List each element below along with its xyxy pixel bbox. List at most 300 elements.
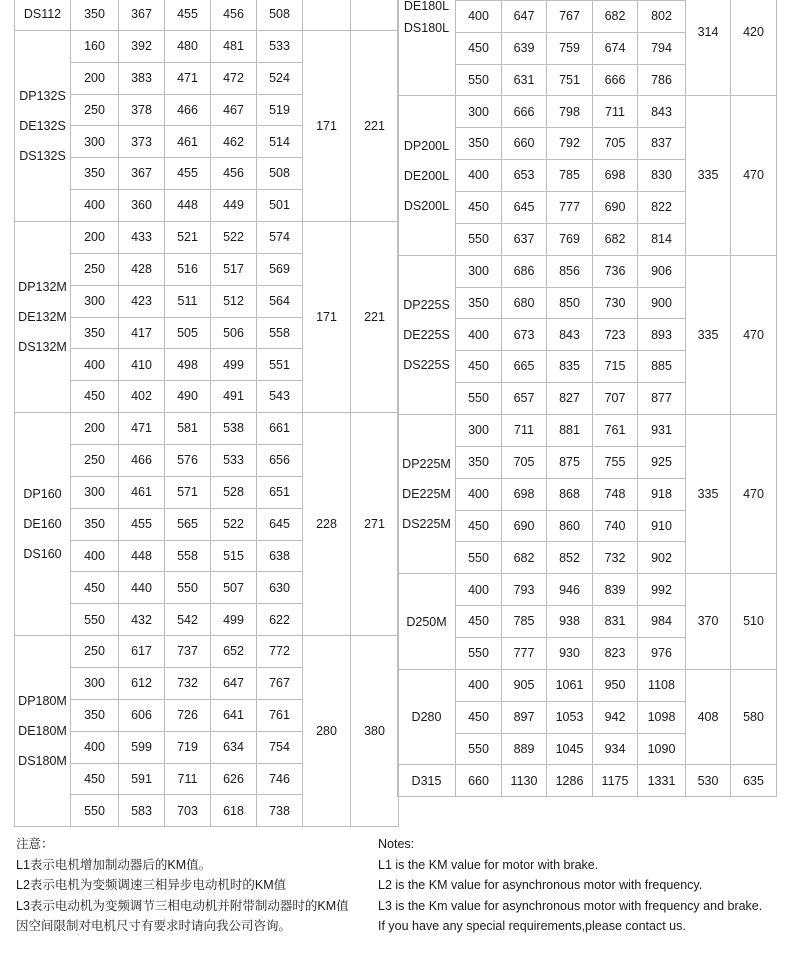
value-cell: 450	[456, 351, 502, 383]
value-cell: 400	[71, 731, 119, 763]
value-cell: 761	[257, 699, 303, 731]
value-cell: 300	[456, 96, 502, 128]
value-cell: 378	[119, 94, 165, 126]
model-name: DP132S	[19, 88, 66, 103]
value-cell: 730	[593, 287, 638, 319]
value-cell: 367	[119, 158, 165, 190]
value-cell: 350	[71, 0, 119, 30]
notes-cn-line: L3表示电动机为变频调节三相电动机并附带制动器时的KM值	[16, 898, 349, 913]
value-cell: 1045	[547, 733, 593, 765]
model-name: DS180M	[18, 754, 67, 769]
value-cell: 499	[211, 349, 257, 381]
model-name: DP160	[23, 487, 62, 502]
model-name: DS225M	[402, 517, 451, 532]
value-cell: 715	[593, 351, 638, 383]
value-cell: 798	[547, 96, 593, 128]
model-name: DE132M	[18, 310, 67, 325]
value-cell: 881	[547, 415, 593, 447]
group-value-a-cell: 370	[686, 574, 731, 670]
value-cell: 686	[502, 255, 547, 287]
value-cell: 200	[71, 222, 119, 254]
value-cell: 814	[638, 223, 686, 255]
model-cell	[398, 765, 456, 797]
value-cell: 456	[211, 158, 257, 190]
model-name: DS132S	[19, 148, 66, 163]
value-cell: 705	[502, 446, 547, 478]
value-cell: 472	[211, 62, 257, 94]
value-cell: 647	[211, 668, 257, 700]
value-cell: 581	[165, 413, 211, 445]
model-name: DE225S	[403, 327, 450, 342]
value-cell: 639	[502, 32, 547, 64]
value-cell: 772	[257, 636, 303, 668]
value-cell: 885	[638, 351, 686, 383]
model-name: D315	[411, 773, 442, 788]
value-cell: 550	[456, 733, 502, 765]
value-cell: 910	[638, 510, 686, 542]
value-cell: 711	[165, 763, 211, 795]
spec-table-left-body	[15, 0, 399, 827]
notes-cn-line: L2表示电机为变频调速三相异步电动机时的KM值	[16, 878, 287, 893]
value-cell: 516	[165, 253, 211, 285]
value-cell: 938	[547, 606, 593, 638]
value-cell: 740	[593, 510, 638, 542]
group-value-a-cell: 171	[303, 30, 351, 221]
notes-chinese	[16, 834, 349, 937]
value-cell: 515	[211, 540, 257, 572]
value-cell: 550	[456, 542, 502, 574]
value-cell: 450	[71, 572, 119, 604]
group-value-a-cell: 314	[686, 0, 731, 96]
value-cell: 455	[119, 508, 165, 540]
value-cell: 461	[119, 476, 165, 508]
spec-table-right-body	[398, 0, 777, 797]
group-value-a-cell: 408	[686, 669, 731, 765]
table-row	[15, 413, 399, 445]
notes-en-line: L3 is the Km value for asynchronous motor with frequency and brake.	[378, 898, 763, 913]
model-name: DP180M	[18, 694, 67, 709]
value-cell: 802	[638, 0, 686, 32]
value-cell: 1061	[547, 669, 593, 701]
model-name: DE180M	[18, 724, 67, 739]
value-cell: 660	[502, 128, 547, 160]
model-cell	[15, 0, 71, 30]
value-cell: 300	[71, 476, 119, 508]
value-cell: 571	[165, 476, 211, 508]
model-cell	[15, 222, 71, 413]
value-cell: 350	[456, 287, 502, 319]
value-cell: 480	[165, 30, 211, 62]
value-cell: 837	[638, 128, 686, 160]
value-cell: 533	[211, 445, 257, 477]
value-cell: 350	[71, 508, 119, 540]
value-cell: 606	[119, 699, 165, 731]
value-cell: 931	[638, 415, 686, 447]
model-name: DP225S	[403, 297, 450, 312]
model-name: DS200L	[403, 198, 450, 213]
table-row	[398, 415, 777, 447]
value-cell: 777	[502, 638, 547, 670]
value-cell: 448	[165, 190, 211, 222]
value-cell: 300	[456, 415, 502, 447]
value-cell: 641	[211, 699, 257, 731]
table-row	[15, 30, 399, 62]
value-cell: 524	[257, 62, 303, 94]
value-cell: 897	[502, 701, 547, 733]
value-cell: 400	[71, 190, 119, 222]
notes-en-line: If you have any special requirements,please contact us.	[378, 919, 686, 934]
value-cell: 918	[638, 478, 686, 510]
value-cell: 680	[502, 287, 547, 319]
value-cell: 528	[211, 476, 257, 508]
value-cell: 622	[257, 604, 303, 636]
value-cell: 738	[257, 795, 303, 827]
value-cell: 732	[165, 668, 211, 700]
value-cell: 550	[456, 638, 502, 670]
value-cell: 511	[165, 285, 211, 317]
notes-en-line: L2 is the KM value for asynchronous motor with frequency.	[378, 878, 703, 893]
value-cell: 599	[119, 731, 165, 763]
value-cell: 569	[257, 253, 303, 285]
value-cell: 719	[165, 731, 211, 763]
value-cell: 481	[211, 30, 257, 62]
value-cell: 690	[593, 192, 638, 224]
value-cell: 751	[547, 64, 593, 96]
value-cell: 746	[257, 763, 303, 795]
notes-cn-line: 因空间限制对电机尺寸有要求时请向我公司咨询。	[16, 919, 292, 934]
value-cell: 1175	[593, 765, 638, 797]
value-cell: 367	[119, 0, 165, 30]
value-cell: 512	[211, 285, 257, 317]
value-cell: 647	[502, 0, 547, 32]
group-value-b-cell	[351, 0, 399, 30]
value-cell: 852	[547, 542, 593, 574]
value-cell: 558	[165, 540, 211, 572]
value-cell: 1286	[547, 765, 593, 797]
value-cell: 794	[638, 32, 686, 64]
value-cell: 449	[211, 190, 257, 222]
value-cell: 711	[502, 415, 547, 447]
value-cell: 868	[547, 478, 593, 510]
model-name: DE200L	[403, 168, 450, 183]
group-value-b-cell: 271	[351, 413, 399, 636]
value-cell: 508	[257, 0, 303, 30]
value-cell: 856	[547, 255, 593, 287]
value-cell: 843	[638, 96, 686, 128]
group-value-b-cell: 580	[731, 669, 777, 765]
model-name: DP132M	[18, 280, 67, 295]
value-cell: 612	[119, 668, 165, 700]
value-cell: 550	[165, 572, 211, 604]
model-name: DE225M	[402, 487, 451, 502]
value-cell: 976	[638, 638, 686, 670]
value-cell: 630	[257, 572, 303, 604]
model-name: DS160	[23, 547, 62, 562]
value-cell: 462	[211, 126, 257, 158]
value-cell: 250	[71, 636, 119, 668]
value-cell: 736	[593, 255, 638, 287]
value-cell: 350	[456, 128, 502, 160]
value-cell: 682	[593, 223, 638, 255]
notes-en-heading: Notes:	[378, 837, 415, 851]
value-cell: 875	[547, 446, 593, 478]
value-cell: 626	[211, 763, 257, 795]
value-cell: 673	[502, 319, 547, 351]
value-cell: 925	[638, 446, 686, 478]
value-cell: 703	[165, 795, 211, 827]
value-cell: 877	[638, 383, 686, 415]
value-cell: 471	[165, 62, 211, 94]
value-cell: 300	[71, 126, 119, 158]
value-cell: 761	[593, 415, 638, 447]
value-cell: 538	[211, 413, 257, 445]
model-name: DE132S	[19, 118, 66, 133]
group-value-b-cell: 470	[731, 96, 777, 255]
value-cell: 831	[593, 606, 638, 638]
value-cell: 200	[71, 62, 119, 94]
value-cell: 732	[593, 542, 638, 574]
value-cell: 400	[456, 319, 502, 351]
table-row	[15, 0, 399, 30]
group-value-a-cell: 280	[303, 636, 351, 827]
value-cell: 550	[71, 604, 119, 636]
value-cell: 930	[547, 638, 593, 670]
value-cell: 942	[593, 701, 638, 733]
value-cell: 551	[257, 349, 303, 381]
value-cell: 250	[71, 445, 119, 477]
notes-english	[378, 834, 762, 937]
value-cell: 576	[165, 445, 211, 477]
value-cell: 682	[502, 542, 547, 574]
table-row	[15, 636, 399, 668]
value-cell: 682	[593, 0, 638, 32]
value-cell: 984	[638, 606, 686, 638]
value-cell: 507	[211, 572, 257, 604]
value-cell: 906	[638, 255, 686, 287]
value-cell: 777	[547, 192, 593, 224]
value-cell: 491	[211, 381, 257, 413]
notes-cn-heading: 注意：	[16, 837, 54, 851]
model-cell	[398, 255, 456, 414]
value-cell: 755	[593, 446, 638, 478]
value-cell: 1130	[502, 765, 547, 797]
value-cell: 522	[211, 222, 257, 254]
value-cell: 522	[211, 508, 257, 540]
notes-cn-line: L1表示电机增加制动器后的KM值。	[16, 857, 212, 872]
value-cell: 889	[502, 733, 547, 765]
model-name: DS180L	[403, 21, 450, 35]
model-cell	[398, 669, 456, 765]
table-row	[398, 96, 777, 128]
value-cell: 200	[71, 413, 119, 445]
value-cell: 543	[257, 381, 303, 413]
table-row	[15, 222, 399, 254]
model-cell	[15, 30, 71, 221]
value-cell: 550	[456, 383, 502, 415]
value-cell: 533	[257, 30, 303, 62]
value-cell: 900	[638, 287, 686, 319]
value-cell: 1053	[547, 701, 593, 733]
value-cell: 653	[502, 160, 547, 192]
value-cell: 822	[638, 192, 686, 224]
value-cell: 665	[502, 351, 547, 383]
value-cell: 651	[257, 476, 303, 508]
value-cell: 250	[71, 253, 119, 285]
value-cell: 661	[257, 413, 303, 445]
value-cell: 400	[456, 160, 502, 192]
value-cell: 564	[257, 285, 303, 317]
value-cell: 634	[211, 731, 257, 763]
value-cell: 350	[71, 317, 119, 349]
value-cell: 450	[456, 701, 502, 733]
group-value-b-cell: 635	[731, 765, 777, 797]
value-cell: 400	[71, 540, 119, 572]
value-cell: 400	[456, 574, 502, 606]
model-name: DS225S	[403, 357, 450, 372]
value-cell: 467	[211, 94, 257, 126]
value-cell: 617	[119, 636, 165, 668]
model-name: DP225M	[402, 457, 451, 472]
value-cell: 860	[547, 510, 593, 542]
value-cell: 471	[119, 413, 165, 445]
value-cell: 514	[257, 126, 303, 158]
value-cell: 1331	[638, 765, 686, 797]
value-cell: 373	[119, 126, 165, 158]
value-cell: 350	[71, 158, 119, 190]
value-cell: 402	[119, 381, 165, 413]
group-value-a-cell: 335	[686, 415, 731, 574]
value-cell: 1090	[638, 733, 686, 765]
group-value-a-cell: 171	[303, 222, 351, 413]
group-value-a-cell: 335	[686, 255, 731, 414]
value-cell: 432	[119, 604, 165, 636]
spec-table-left	[14, 0, 399, 827]
table-row	[398, 255, 777, 287]
model-name: DE160	[23, 517, 62, 532]
value-cell: 754	[257, 731, 303, 763]
model-cell	[398, 415, 456, 574]
group-value-a-cell: 530	[686, 765, 731, 797]
value-cell: 792	[547, 128, 593, 160]
value-cell: 501	[257, 190, 303, 222]
value-cell: 400	[71, 349, 119, 381]
value-cell: 461	[165, 126, 211, 158]
value-cell: 550	[71, 795, 119, 827]
value-cell: 839	[593, 574, 638, 606]
value-cell: 550	[456, 223, 502, 255]
value-cell: 893	[638, 319, 686, 351]
value-cell: 433	[119, 222, 165, 254]
value-cell: 550	[456, 64, 502, 96]
value-cell: 666	[593, 64, 638, 96]
value-cell: 498	[165, 349, 211, 381]
value-cell: 400	[456, 478, 502, 510]
value-cell: 759	[547, 32, 593, 64]
value-cell: 645	[502, 192, 547, 224]
value-cell: 490	[165, 381, 211, 413]
value-cell: 767	[257, 668, 303, 700]
value-cell: 638	[257, 540, 303, 572]
value-cell: 450	[456, 192, 502, 224]
group-value-a-cell: 335	[686, 96, 731, 255]
value-cell: 508	[257, 158, 303, 190]
value-cell: 726	[165, 699, 211, 731]
value-cell: 583	[119, 795, 165, 827]
value-cell: 850	[547, 287, 593, 319]
group-value-b-cell: 510	[731, 574, 777, 670]
model-name: DP200L	[403, 138, 450, 153]
value-cell: 902	[638, 542, 686, 574]
value-cell: 950	[593, 669, 638, 701]
value-cell: 519	[257, 94, 303, 126]
value-cell: 793	[502, 574, 547, 606]
value-cell: 698	[502, 478, 547, 510]
value-cell: 466	[165, 94, 211, 126]
value-cell: 660	[456, 765, 502, 797]
value-cell: 748	[593, 478, 638, 510]
value-cell: 652	[211, 636, 257, 668]
value-cell: 631	[502, 64, 547, 96]
value-cell: 656	[257, 445, 303, 477]
value-cell: 542	[165, 604, 211, 636]
value-cell: 1108	[638, 669, 686, 701]
value-cell: 946	[547, 574, 593, 606]
model-name: DS132M	[18, 340, 67, 355]
spec-table-right	[397, 0, 777, 797]
value-cell: 450	[456, 606, 502, 638]
value-cell: 360	[119, 190, 165, 222]
model-cell	[398, 574, 456, 670]
value-cell: 835	[547, 351, 593, 383]
value-cell: 350	[71, 699, 119, 731]
group-value-b-cell: 420	[731, 0, 777, 96]
table-row	[398, 669, 777, 701]
notes-en-line: L1 is the KM value for motor with brake.	[378, 857, 599, 872]
model-name: D280	[411, 710, 442, 725]
value-cell: 410	[119, 349, 165, 381]
value-cell: 450	[456, 32, 502, 64]
value-cell: 786	[638, 64, 686, 96]
group-value-b-cell: 380	[351, 636, 399, 827]
value-cell: 785	[502, 606, 547, 638]
value-cell: 707	[593, 383, 638, 415]
value-cell: 785	[547, 160, 593, 192]
value-cell: 830	[638, 160, 686, 192]
value-cell: 440	[119, 572, 165, 604]
value-cell: 423	[119, 285, 165, 317]
value-cell: 455	[165, 0, 211, 30]
model-cell	[398, 0, 456, 96]
value-cell: 934	[593, 733, 638, 765]
table-row	[398, 765, 777, 797]
value-cell: 992	[638, 574, 686, 606]
value-cell: 450	[71, 381, 119, 413]
value-cell: 705	[593, 128, 638, 160]
value-cell: 417	[119, 317, 165, 349]
group-value-b-cell: 221	[351, 30, 399, 221]
value-cell: 637	[502, 223, 547, 255]
value-cell: 674	[593, 32, 638, 64]
value-cell: 499	[211, 604, 257, 636]
value-cell: 350	[456, 446, 502, 478]
value-cell: 574	[257, 222, 303, 254]
value-cell: 392	[119, 30, 165, 62]
value-cell: 300	[71, 285, 119, 317]
value-cell: 517	[211, 253, 257, 285]
group-value-b-cell: 221	[351, 222, 399, 413]
value-cell: 769	[547, 223, 593, 255]
value-cell: 558	[257, 317, 303, 349]
